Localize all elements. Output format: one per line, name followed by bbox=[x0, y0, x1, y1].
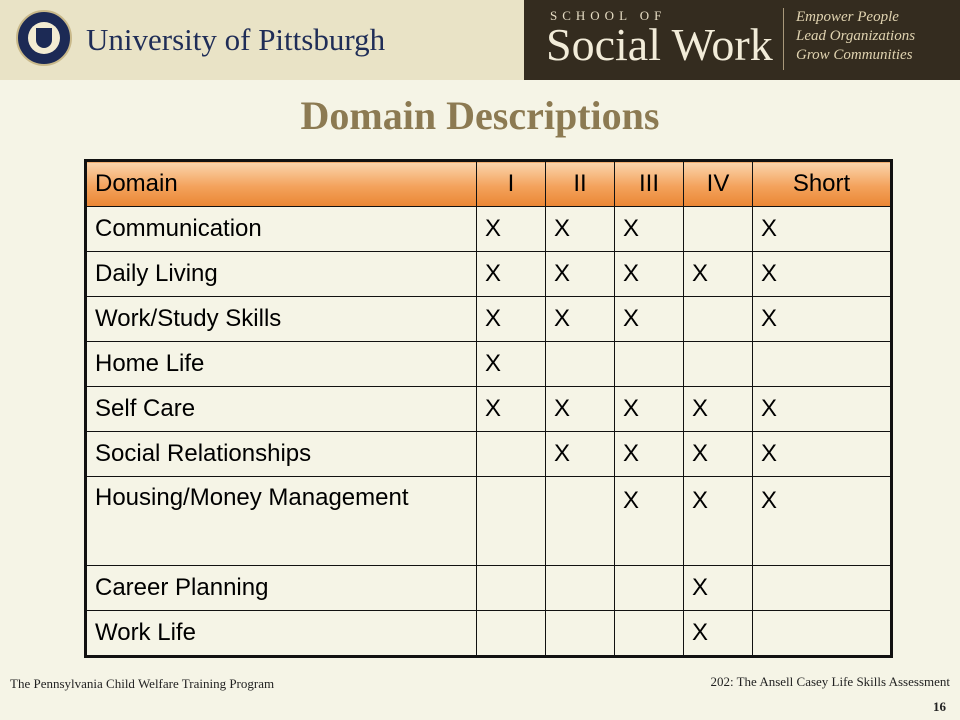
header-cell: Domain bbox=[86, 161, 477, 207]
level-cell bbox=[615, 566, 684, 611]
header-cell: II bbox=[546, 161, 615, 207]
level-cell: X bbox=[546, 432, 615, 477]
level-cell bbox=[546, 566, 615, 611]
tagline-line-2: Lead Organizations bbox=[796, 28, 916, 44]
level-cell: X bbox=[684, 477, 753, 566]
short-cell: X bbox=[753, 477, 892, 566]
table-row bbox=[86, 477, 892, 566]
level-cell: X bbox=[477, 297, 546, 342]
short-cell: X bbox=[753, 432, 892, 477]
school-of-label: SCHOOL OF bbox=[550, 8, 667, 23]
short-cell: X bbox=[753, 207, 892, 252]
header-cell: III bbox=[615, 161, 684, 207]
domain-cell: Daily Living bbox=[86, 252, 477, 297]
level-cell bbox=[546, 611, 615, 657]
level-cell bbox=[477, 432, 546, 477]
short-cell bbox=[753, 611, 892, 657]
table-row bbox=[86, 252, 892, 297]
domain-cell: Communication bbox=[86, 207, 477, 252]
table-row bbox=[86, 387, 892, 432]
level-cell bbox=[684, 342, 753, 387]
page-number: 16 bbox=[933, 699, 946, 714]
university-name: University of Pittsburgh bbox=[86, 22, 386, 57]
level-cell bbox=[477, 611, 546, 657]
level-cell: X bbox=[615, 252, 684, 297]
level-cell: X bbox=[615, 387, 684, 432]
table-row bbox=[86, 342, 892, 387]
level-cell bbox=[684, 207, 753, 252]
level-cell: X bbox=[477, 342, 546, 387]
level-cell bbox=[477, 566, 546, 611]
table-header-row bbox=[86, 161, 892, 207]
tagline-line-1: Empower People bbox=[796, 9, 899, 25]
header-cell: I bbox=[477, 161, 546, 207]
level-cell: X bbox=[615, 432, 684, 477]
short-cell: X bbox=[753, 297, 892, 342]
school-name: Social Work bbox=[546, 19, 773, 70]
domain-cell: Social Relationships bbox=[86, 432, 477, 477]
footer-course: 202: The Ansell Casey Life Skills Assessment bbox=[710, 674, 950, 689]
university-seal-icon bbox=[16, 10, 72, 66]
level-cell: X bbox=[546, 387, 615, 432]
domain-cell: Home Life bbox=[86, 342, 477, 387]
header-cell: IV bbox=[684, 161, 753, 207]
level-cell: X bbox=[615, 297, 684, 342]
level-cell bbox=[684, 297, 753, 342]
level-cell bbox=[546, 342, 615, 387]
level-cell: X bbox=[477, 207, 546, 252]
level-cell: X bbox=[684, 252, 753, 297]
short-cell bbox=[753, 342, 892, 387]
table-row bbox=[86, 207, 892, 252]
level-cell bbox=[615, 611, 684, 657]
level-cell: X bbox=[477, 387, 546, 432]
domain-cell: Housing/Money Management bbox=[86, 477, 477, 566]
domain-table bbox=[84, 159, 893, 658]
table-row bbox=[86, 432, 892, 477]
domain-cell: Self Care bbox=[86, 387, 477, 432]
level-cell: X bbox=[684, 566, 753, 611]
header-divider bbox=[783, 8, 784, 70]
level-cell bbox=[546, 477, 615, 566]
short-cell: X bbox=[753, 387, 892, 432]
footer-program: The Pennsylvania Child Welfare Training Program bbox=[10, 676, 275, 691]
table-row bbox=[86, 297, 892, 342]
level-cell: X bbox=[546, 207, 615, 252]
level-cell: X bbox=[546, 297, 615, 342]
level-cell: X bbox=[684, 611, 753, 657]
page-title: Domain Descriptions bbox=[300, 93, 660, 138]
level-cell: X bbox=[477, 252, 546, 297]
level-cell: X bbox=[684, 387, 753, 432]
table-row bbox=[86, 611, 892, 657]
school-tagline bbox=[796, 8, 915, 65]
level-cell: X bbox=[615, 207, 684, 252]
domain-cell: Work Life bbox=[86, 611, 477, 657]
domain-cell: Work/Study Skills bbox=[86, 297, 477, 342]
tagline-line-3: Grow Communities bbox=[796, 47, 913, 63]
header-cell: Short bbox=[753, 161, 892, 207]
short-cell bbox=[753, 566, 892, 611]
level-cell: X bbox=[546, 252, 615, 297]
table-row bbox=[86, 566, 892, 611]
level-cell bbox=[477, 477, 546, 566]
level-cell: X bbox=[615, 477, 684, 566]
short-cell: X bbox=[753, 252, 892, 297]
domain-cell: Career Planning bbox=[86, 566, 477, 611]
level-cell: X bbox=[684, 432, 753, 477]
level-cell bbox=[615, 342, 684, 387]
